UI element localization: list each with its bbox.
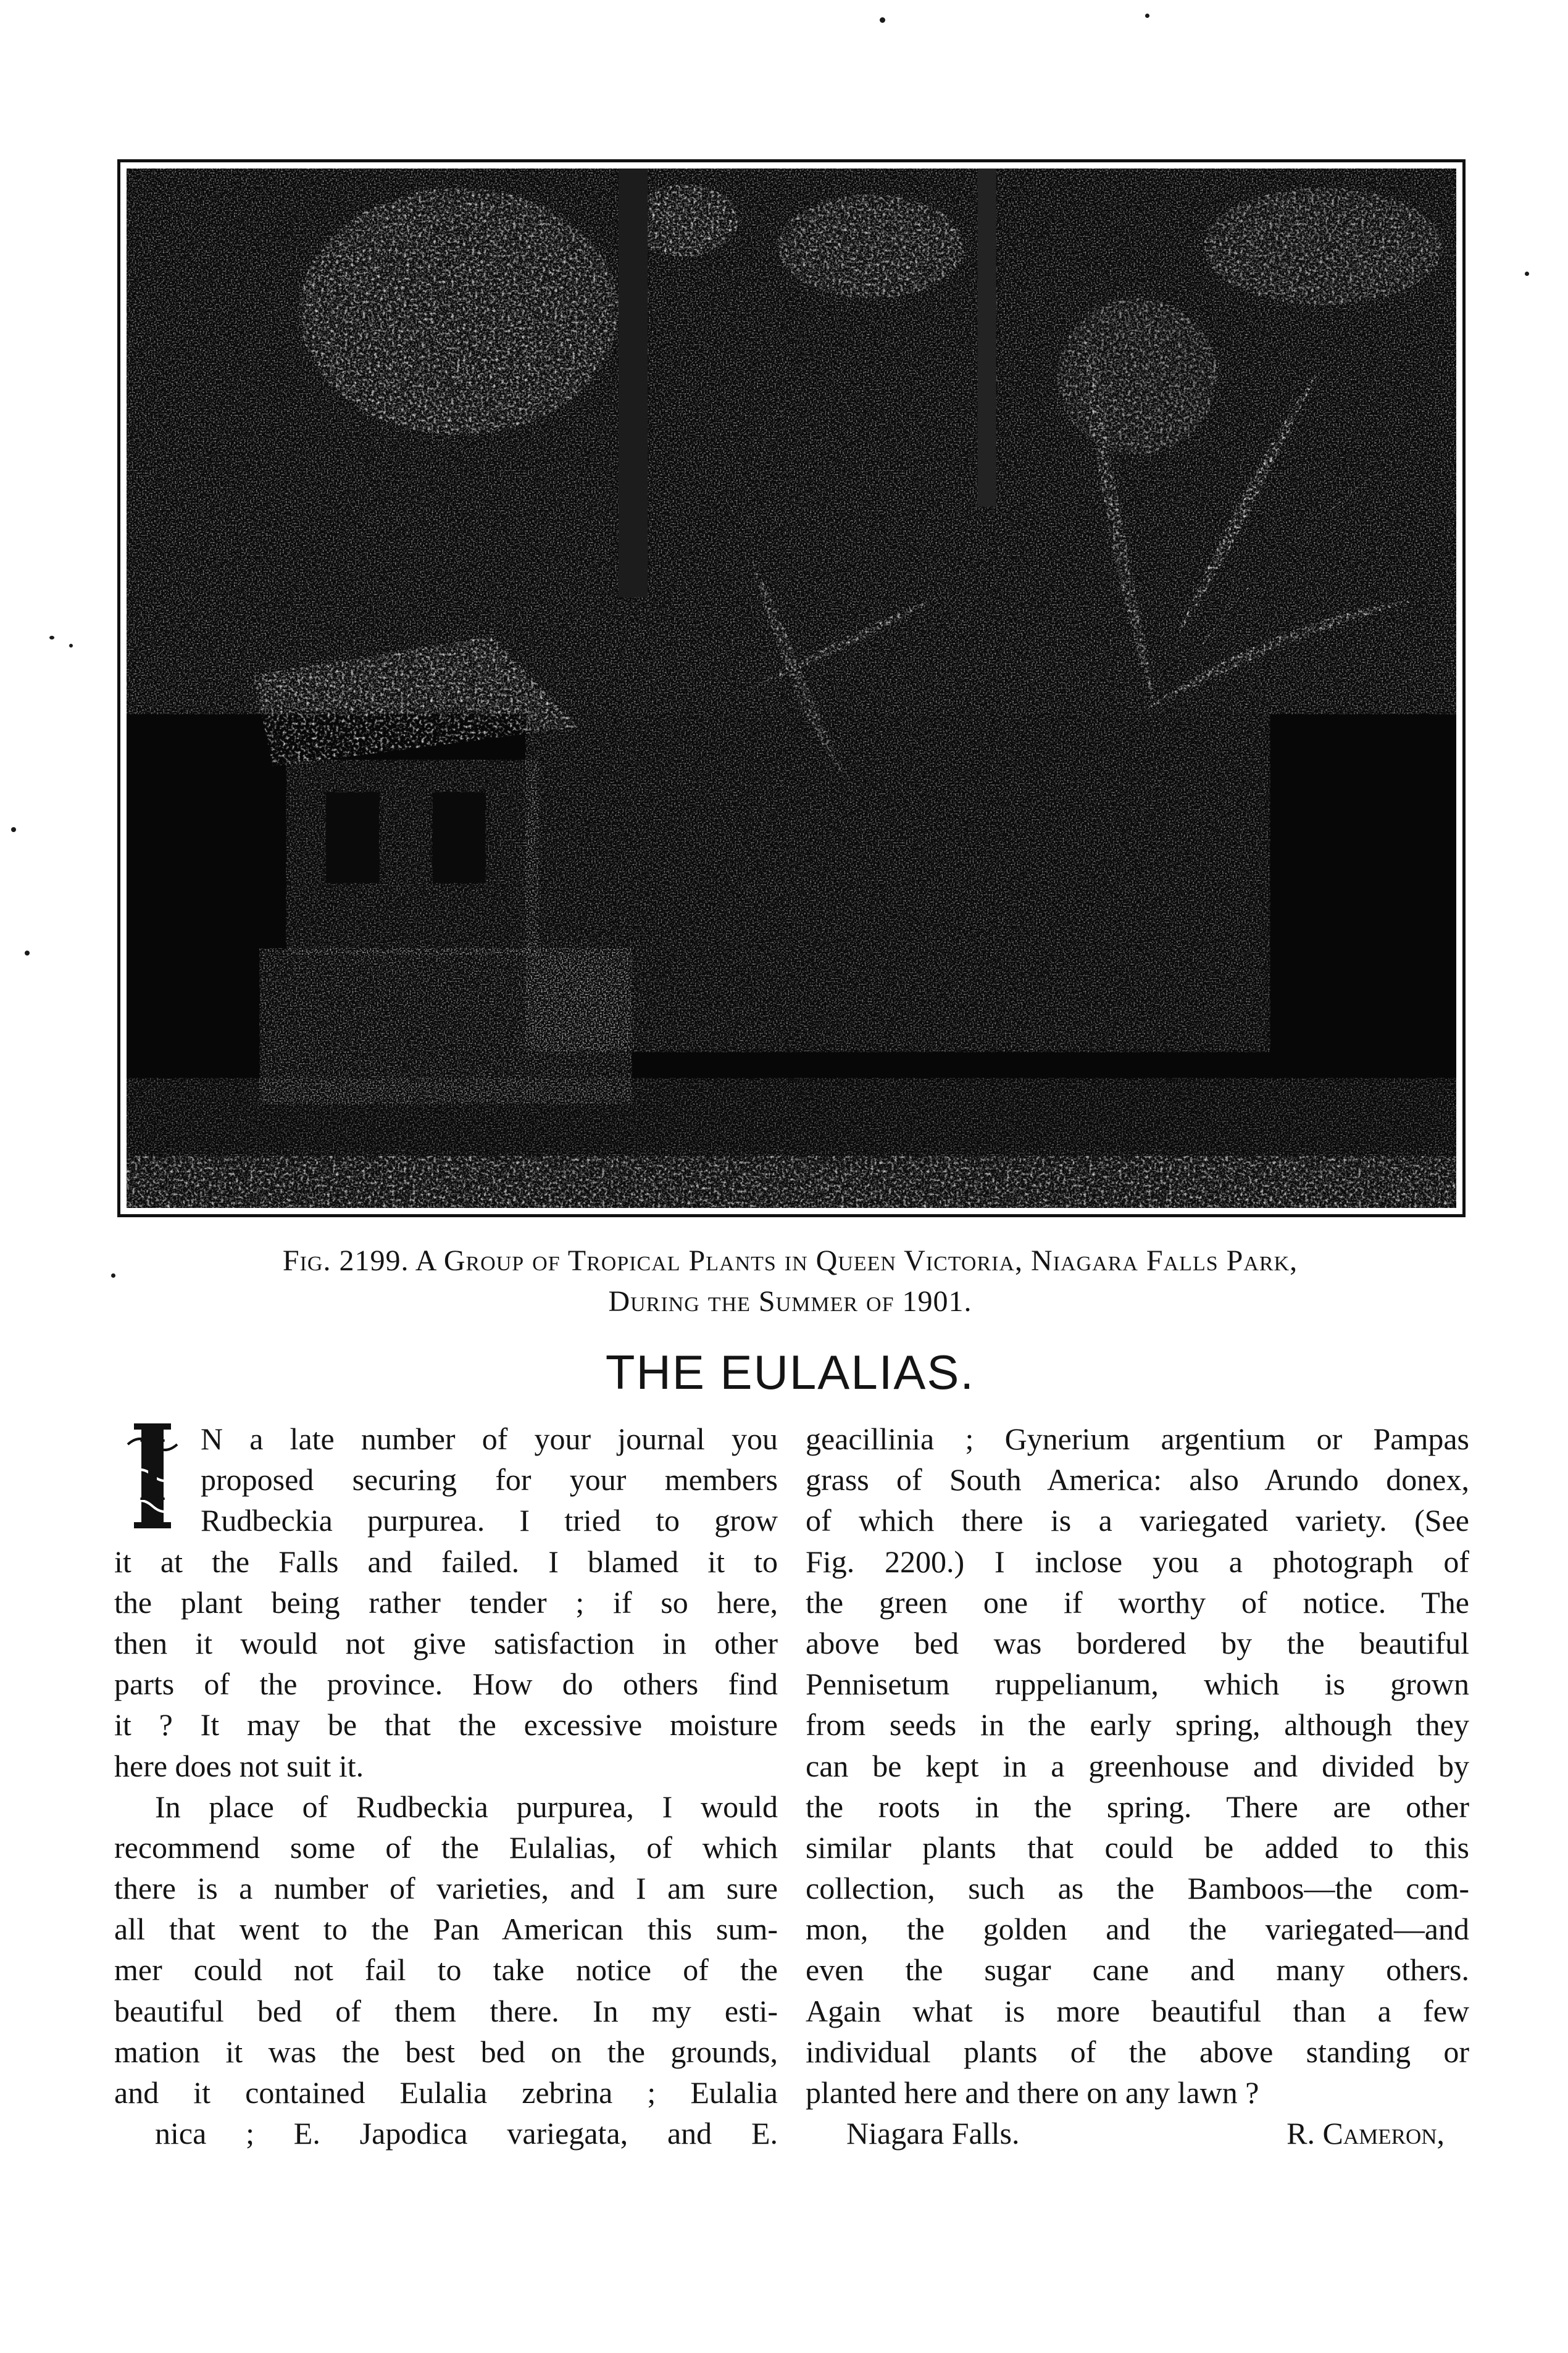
text-line: Pennisetum ruppelianum, which is grown xyxy=(806,1667,1469,1702)
print-speck xyxy=(11,827,16,832)
text-line: it at the Falls and failed. I blamed it to xyxy=(114,1544,778,1579)
article-column-left xyxy=(114,1418,778,2154)
figure-caption xyxy=(111,1241,1469,1322)
text-line: the roots in the spring. There are other xyxy=(806,1789,1469,1824)
article-title: THE EULALIAS. xyxy=(605,1345,975,1399)
text-line: of which there is a variegated variety. (See xyxy=(806,1503,1469,1538)
text-line: Again what is more beautiful than a few xyxy=(806,1993,1469,2028)
signature-author: R. Cameron, xyxy=(1287,2116,1445,2151)
article-column-right xyxy=(806,1418,1469,2154)
text-line: proposed securing for your members xyxy=(201,1462,778,1497)
signature-place: Niagara Falls. xyxy=(846,2116,1020,2151)
text-line: Rudbeckia purpurea. I tried to grow xyxy=(201,1503,778,1538)
print-speck xyxy=(1525,272,1529,276)
print-speck xyxy=(880,17,885,23)
text-line: parts of the province. How do others find xyxy=(114,1667,778,1702)
text-line: here does not suit it. xyxy=(114,1748,364,1783)
text-line: beautiful bed of them there. In my esti- xyxy=(114,1993,778,2028)
text-line: N a late number of your journal you xyxy=(201,1422,778,1456)
text-line: there is a number of varieties, and I am sure xyxy=(114,1871,778,1906)
text-line: all that went to the Pan American this sum- xyxy=(114,1912,778,1947)
print-speck xyxy=(49,636,54,639)
text-line: individual plants of the above standing or xyxy=(806,2034,1469,2069)
text-line: above bed was bordered by the beautiful xyxy=(806,1625,1469,1660)
text-line: mer could not fail to take notice of the xyxy=(114,1952,778,1988)
signature-line xyxy=(806,2113,1469,2154)
drop-cap-letter: I xyxy=(137,1420,168,1520)
text-line: nica ; E. Japodica variegata, and E. xyxy=(155,2116,778,2151)
print-speck xyxy=(69,644,73,648)
text-line: grass of South America: also Arundo donex, xyxy=(806,1462,1469,1497)
figure-photograph xyxy=(117,159,1466,1217)
text-line: In place of Rudbeckia purpurea, I would xyxy=(155,1789,778,1824)
text-line: planted here and there on any lawn ? xyxy=(806,2075,1259,2110)
text-line: mon, the golden and the variegated—and xyxy=(806,1912,1469,1947)
text-line: it ? It may be that the excessive moisture xyxy=(114,1707,778,1743)
print-speck xyxy=(1145,14,1149,18)
text-line: from seeds in the early spring, although they xyxy=(806,1707,1469,1743)
text-line: and it contained Eulalia zebrina ; Eulalia xyxy=(114,2075,778,2110)
text-line: the plant being rather tender ; if so here, xyxy=(114,1585,778,1620)
text-line: collection, such as the Bamboos—the com- xyxy=(806,1871,1469,1906)
tropical-plants-photo xyxy=(127,169,1456,1208)
text-line: even the sugar cane and many others. xyxy=(806,1952,1469,1988)
text-line: mation it was the best bed on the grounds, xyxy=(114,2034,778,2069)
text-line: the green one if worthy of notice. The xyxy=(806,1585,1469,1620)
text-line: similar plants that could be added to this xyxy=(806,1830,1469,1865)
text-line: then it would not give satisfaction in other xyxy=(114,1625,778,1660)
print-speck xyxy=(25,951,30,956)
text-line: geacillinia ; Gynerium argentium or Pampas xyxy=(806,1422,1469,1456)
text-line: Fig. 2200.) I inclose you a photograph of xyxy=(806,1544,1469,1579)
caption-line: Fig. 2199. A Group of Tropical Plants in Queen Victoria, Niagara Falls Park, xyxy=(282,1244,1298,1277)
text-line: can be kept in a greenhouse and divided by xyxy=(806,1748,1469,1783)
text-line: recommend some of the Eulalias, of which xyxy=(114,1830,778,1865)
caption-line: During the Summer of 1901. xyxy=(608,1285,972,1318)
